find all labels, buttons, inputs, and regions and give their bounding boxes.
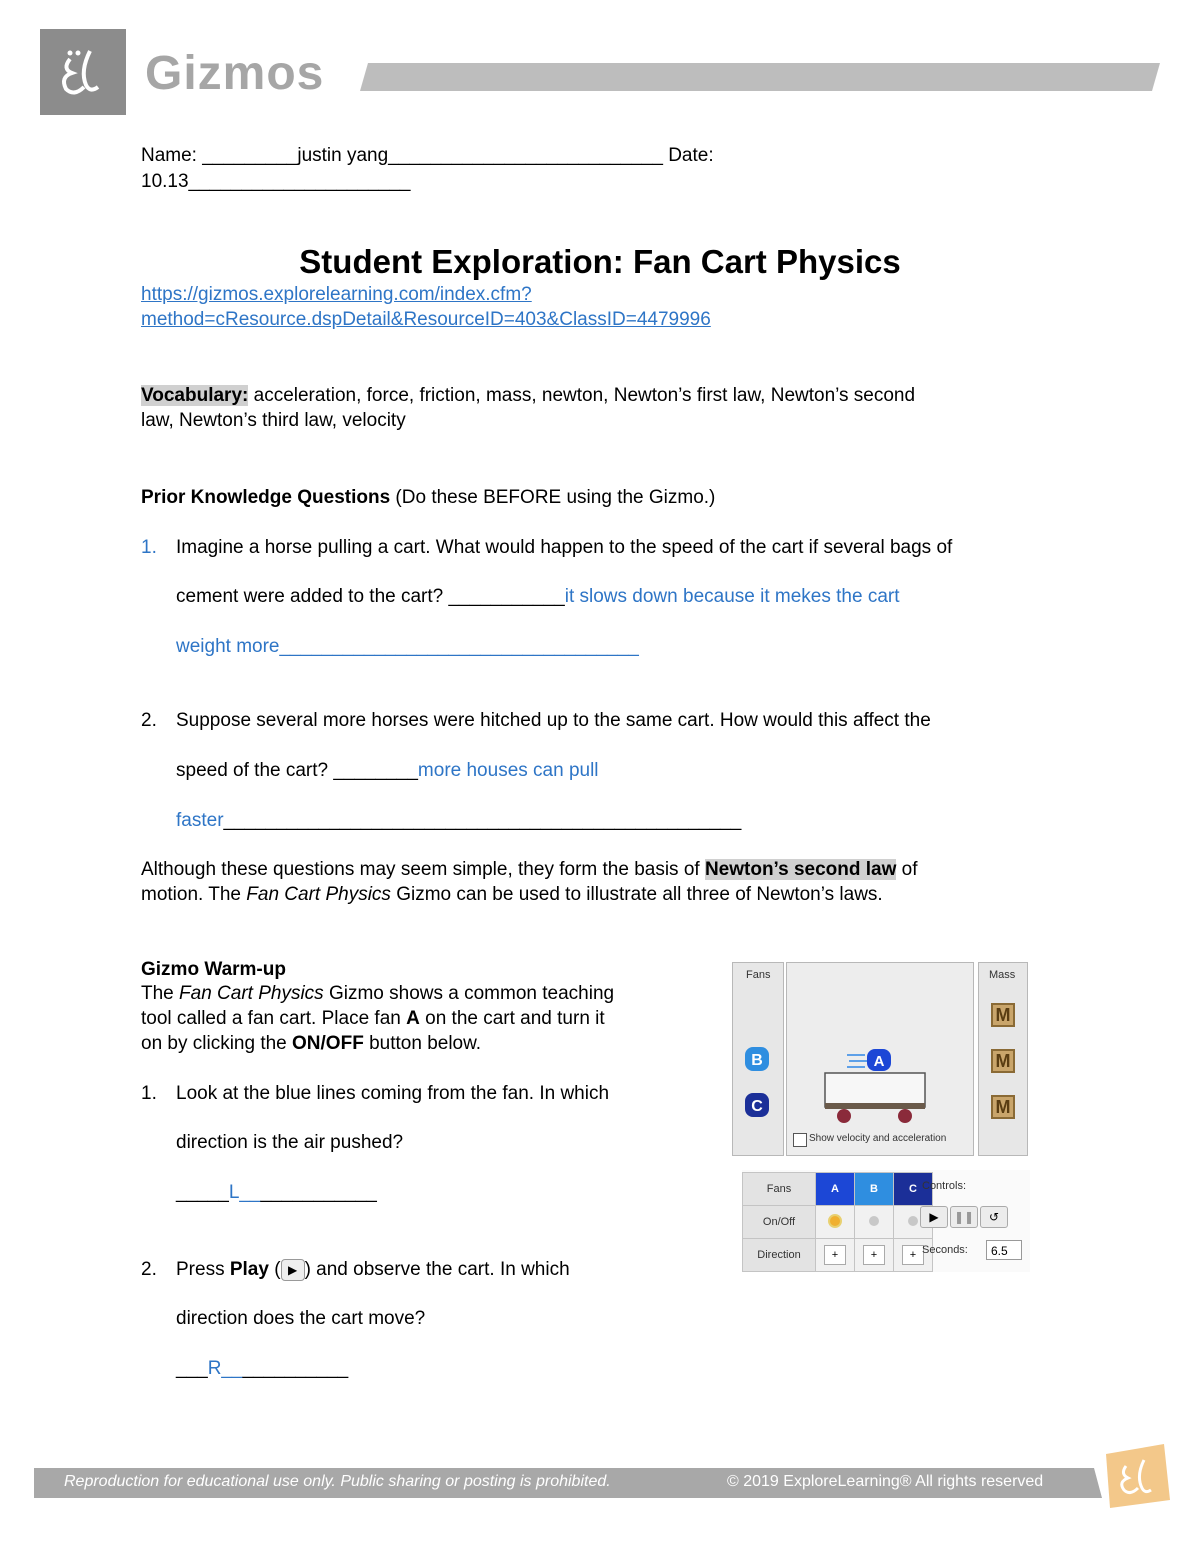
show-velocity-checkbox[interactable] (793, 1133, 807, 1147)
onoff-a-on-icon (828, 1214, 842, 1228)
summary-text-c: motion. The (141, 884, 247, 905)
summary-line2 (141, 882, 883, 907)
warmup-heading: Gizmo Warm-up (141, 959, 286, 980)
warmup-q2-blank-b: __________ (242, 1358, 349, 1379)
prior-q1-line2 (176, 584, 900, 609)
vocabulary-line1 (141, 383, 915, 408)
prior-q2-text: Suppose several more horses were hitched up to the same cart. How would this affect the (176, 710, 931, 731)
warmup-p2c: on the cart and turn it (419, 1008, 605, 1029)
summary-text-b: of (896, 859, 918, 880)
el-logo-icon (40, 29, 126, 115)
direction-b-button[interactable] (855, 1239, 894, 1272)
warmup-q2-text2: direction does the cart move? (176, 1308, 426, 1329)
footer-copyright: © 2019 ExploreLearning® All rights reserved (727, 1473, 1044, 1490)
warmup-para-line3 (141, 1031, 481, 1056)
prior-heading-note: (Do these BEFORE using the Gizmo.) (390, 487, 716, 508)
prior-q2-line2 (176, 758, 599, 783)
vocabulary-line2: law, Newton’s third law, velocity (141, 410, 406, 431)
onoff-a-button[interactable] (816, 1206, 855, 1239)
warmup-q1-number: 1. (141, 1083, 157, 1104)
warmup-q2-a: Press (176, 1259, 230, 1280)
fan-b-letter: B (751, 1052, 763, 1069)
mass-panel-label: Mass (989, 969, 1016, 981)
cart-scene (787, 963, 973, 1155)
warmup-q1-blank-a: _____ (176, 1182, 229, 1203)
onoff-b-off-icon (869, 1216, 879, 1226)
date-value-line: 10.13_____________________ (141, 171, 411, 192)
play-button[interactable]: ▶ (920, 1206, 948, 1228)
cart-body (825, 1073, 925, 1107)
prior-q1-number: 1. (141, 537, 157, 558)
cart-wheel-right (898, 1109, 912, 1123)
resource-link-line2[interactable]: method=cResource.dspDetail&ResourceID=403&ClassID=4479996 (141, 309, 711, 330)
cart-stage (786, 962, 974, 1156)
mass-block-1[interactable]: M (991, 1003, 1015, 1027)
warmup-q2-answer: R__ (207, 1358, 243, 1379)
direction-c-symbol: + (902, 1245, 924, 1265)
vocabulary-terms: acceleration, force, friction, mass, newton, Newton’s first law, Newton’s second (248, 385, 916, 406)
warmup-p3-onoff: ON/OFF (292, 1033, 364, 1054)
fans-panel-label: Fans (746, 969, 771, 981)
summary-line1 (141, 857, 918, 882)
pause-button[interactable]: ❚❚ (950, 1206, 978, 1228)
prior-q2-answer: more houses can pull (417, 760, 599, 781)
prior-q1-answer: it slows down because it mekes the cart (564, 586, 900, 607)
mass-block-3[interactable]: M (991, 1095, 1015, 1119)
warmup-q1-text2: direction is the air pushed? (176, 1132, 404, 1153)
prior-q1-text: Imagine a horse pulling a cart. What would happen to the speed of the cart if several bags of (176, 537, 953, 558)
warmup-q1-text: Look at the blue lines coming from the fan. In which (176, 1083, 610, 1104)
fan-b-icon[interactable] (743, 1045, 771, 1073)
cart-base (825, 1103, 925, 1109)
warmup-q2-play: Play (229, 1259, 269, 1280)
warmup-para-line2 (141, 1006, 605, 1031)
controls-label: Controls: (922, 1180, 967, 1192)
onoff-b-button[interactable] (855, 1206, 894, 1239)
warmup-q2-c: ( (268, 1259, 281, 1280)
warmup-p3c: button below. (363, 1033, 482, 1054)
onoff-row-label: On/Off (743, 1206, 816, 1239)
warmup-q1-answer-line (176, 1180, 377, 1205)
summary-text-a: Although these questions may seem simple, they form the basis of (141, 859, 705, 880)
controls-area (742, 1170, 1030, 1272)
direction-a-symbol: + (824, 1245, 846, 1265)
warmup-q1-answer: L__ (228, 1182, 261, 1203)
warmup-q2-number: 2. (141, 1259, 157, 1280)
prior-q1-answer-cont: weight more__________________________________ (176, 636, 639, 657)
resource-link-line1[interactable]: https://gizmos.explorelearning.com/index.cfm? (141, 284, 532, 305)
warmup-p1b: Gizmo shows a common teaching (323, 983, 615, 1004)
mass-panel (978, 962, 1028, 1156)
prior-q2-number: 2. (141, 710, 157, 731)
fan-cart-gizmo-figure (732, 960, 1030, 1272)
warmup-q2-blank-a: ___ (176, 1358, 208, 1379)
table-fans-header: Fans (743, 1173, 816, 1206)
warmup-q2-d: ) and observe the cart. In which (304, 1259, 570, 1280)
seconds-label: Seconds: (922, 1244, 968, 1256)
prior-q2-prompt: speed of the cart? ________ (176, 760, 418, 781)
direction-a-button[interactable] (816, 1239, 855, 1272)
summary-text-d: Gizmo can be used to illustrate all three of Newton’s laws. (390, 884, 883, 905)
header-bar (360, 63, 1160, 91)
warmup-q2-answer-line (176, 1356, 348, 1381)
brand-name: Gizmos (145, 47, 325, 100)
warmup-q1-blank-b: ___________ (260, 1182, 377, 1203)
fan-c-icon[interactable] (743, 1091, 771, 1119)
reset-button[interactable]: ↺ (980, 1206, 1008, 1228)
warmup-p3a: on by clicking the (141, 1033, 293, 1054)
column-c-header: C (894, 1173, 933, 1206)
warmup-p1a: The (141, 983, 180, 1004)
prior-knowledge-heading (141, 485, 715, 510)
warmup-q2-text (176, 1257, 570, 1282)
fan-control-table (742, 1172, 933, 1272)
fan-c-letter: C (751, 1098, 763, 1115)
show-velocity-label: Show velocity and acceleration (809, 1133, 947, 1144)
warmup-para-line1 (141, 981, 614, 1006)
el-footer-logo-icon (1098, 1440, 1174, 1512)
onoff-c-off-icon (908, 1216, 918, 1226)
fans-panel (732, 962, 784, 1156)
footer-disclaimer: Reproduction for educational use only. Public sharing or posting is prohibited. (64, 1473, 611, 1490)
summary-gizmo-name: Fan Cart Physics (246, 884, 391, 905)
prior-q2-answer-blank: _________________________________________________ (223, 810, 742, 831)
vocabulary-label: Vocabulary: (141, 385, 249, 406)
page-title: Student Exploration: Fan Cart Physics (299, 243, 901, 280)
column-b-header: B (855, 1173, 894, 1206)
direction-b-symbol: + (863, 1245, 885, 1265)
prior-heading-bold: Prior Knowledge Questions (141, 487, 391, 508)
play-icon: ▶ (281, 1259, 305, 1281)
cart-wheel-left (837, 1109, 851, 1123)
column-a-header: A (816, 1173, 855, 1206)
warmup-p2-fan: A (406, 1008, 420, 1029)
warmup-p1-gizmo: Fan Cart Physics (179, 983, 324, 1004)
el-logo-glyph (40, 29, 126, 115)
fan-a-letter: A (873, 1053, 885, 1070)
prior-q2-line3 (176, 808, 741, 833)
warmup-p2a: tool called a fan cart. Place fan (141, 1008, 407, 1029)
name-date-line: Name: _________justin yang__________________________ Date: (141, 145, 714, 166)
direction-row-label: Direction (743, 1239, 816, 1272)
prior-q2-answer-cont: faster (176, 810, 224, 831)
seconds-field[interactable]: 6.5 (986, 1240, 1022, 1260)
mass-block-2[interactable]: M (991, 1049, 1015, 1073)
prior-q1-prompt: cement were added to the cart? ___________ (176, 586, 565, 607)
newtons-second-law-highlight: Newton’s second law (704, 859, 897, 880)
